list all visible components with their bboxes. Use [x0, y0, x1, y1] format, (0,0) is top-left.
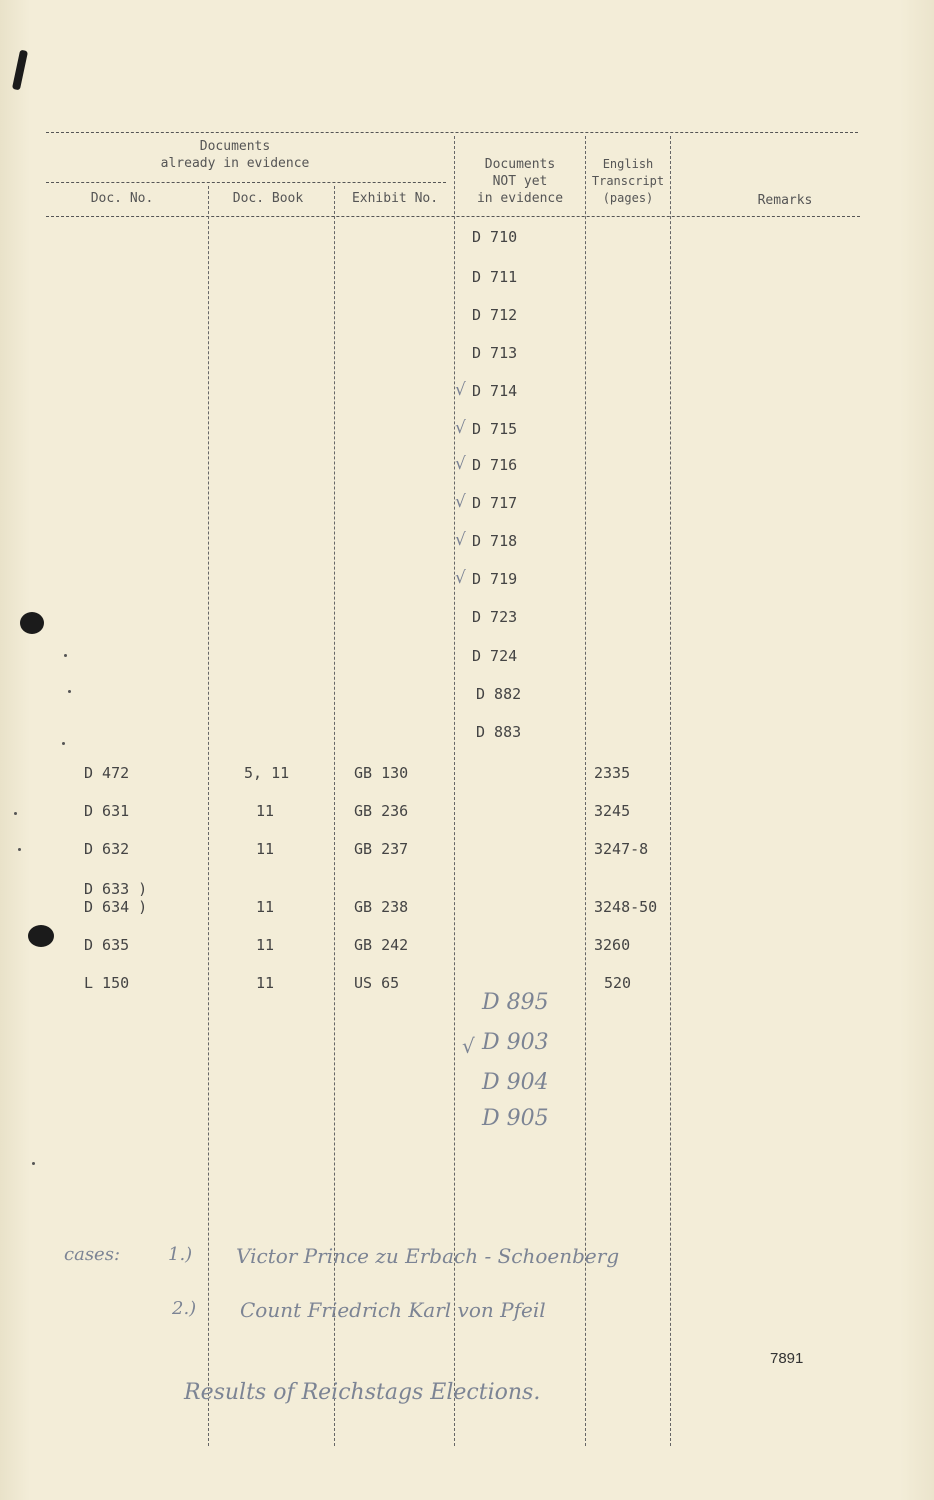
doc-book: 11	[256, 936, 275, 954]
check-mark: √	[455, 530, 466, 550]
speck	[64, 654, 67, 657]
check-mark: √	[455, 418, 466, 438]
header-exhibit-no: Exhibit No.	[351, 191, 439, 206]
header-remarks: Remarks	[757, 193, 813, 208]
exhibit-no: GB 242	[354, 936, 409, 954]
transcript-pages: 3247-8	[594, 840, 649, 858]
not-yet-doc: D 710	[472, 228, 518, 246]
handwritten-doc: D 904	[482, 1070, 549, 1095]
not-yet-doc: D 724	[472, 647, 518, 665]
not-yet-doc: D 711	[472, 268, 518, 286]
subheader-rule	[46, 182, 446, 183]
page-number: 7891	[770, 1350, 804, 1367]
ink-blot	[28, 925, 54, 947]
doc-no: D 631	[84, 802, 130, 820]
speck	[18, 848, 21, 851]
check-mark: √	[455, 568, 466, 588]
ink-mark	[12, 50, 28, 91]
note-3-text: Results of Reichstags Elections.	[184, 1380, 541, 1405]
not-yet-doc: D 883	[476, 723, 522, 741]
header-doc-book: Doc. Book	[232, 191, 304, 206]
not-yet-doc: D 882	[476, 685, 522, 703]
doc-book: 11	[256, 898, 275, 916]
column-divider	[208, 186, 209, 1446]
exhibit-no: GB 236	[354, 802, 409, 820]
doc-no: D 472	[84, 764, 130, 782]
speck	[68, 690, 71, 693]
note-1-text: Victor Prince zu Erbach - Schoenberg	[236, 1244, 620, 1268]
doc-book: 11	[256, 974, 275, 992]
header-doc-no: Doc. No.	[90, 191, 154, 206]
note-2-text: Count Friedrich Karl von Pfeil	[240, 1298, 546, 1322]
column-divider	[670, 136, 671, 1446]
not-yet-doc: D 723	[472, 608, 518, 626]
speck	[14, 812, 17, 815]
exhibit-no: US 65	[354, 974, 400, 992]
doc-no: D 635	[84, 936, 130, 954]
doc-no: D 633 ) D 634 )	[84, 880, 148, 916]
exhibit-no: GB 130	[354, 764, 409, 782]
check-mark: √	[462, 1034, 475, 1058]
header-bottom-rule	[46, 216, 860, 217]
header-not-yet-in-evidence: Documents NOT yet in evidence	[476, 157, 564, 206]
handwritten-doc: D 895	[482, 990, 549, 1015]
check-mark: √	[455, 380, 466, 400]
not-yet-doc: D 716	[472, 456, 518, 474]
note-2-number: 2.)	[172, 1298, 197, 1319]
doc-book: 5, 11	[244, 764, 290, 782]
top-rule	[46, 132, 858, 133]
handwritten-doc: D 903	[482, 1030, 549, 1055]
transcript-pages: 3248-50	[594, 898, 658, 916]
exhibit-no: GB 237	[354, 840, 409, 858]
note-1-number: 1.)	[168, 1244, 193, 1265]
not-yet-doc: D 715	[472, 420, 518, 438]
not-yet-doc: D 712	[472, 306, 518, 324]
doc-book: 11	[256, 802, 275, 820]
ink-blot	[20, 612, 44, 634]
doc-no: D 632	[84, 840, 130, 858]
not-yet-doc: D 719	[472, 570, 518, 588]
header-english-transcript: English Transcript (pages)	[591, 157, 665, 205]
transcript-pages: 3260	[594, 936, 631, 954]
not-yet-doc: D 717	[472, 494, 518, 512]
notes-label: cases:	[64, 1244, 121, 1265]
not-yet-doc: D 714	[472, 382, 518, 400]
check-mark: √	[455, 454, 466, 474]
check-mark: √	[455, 492, 466, 512]
header-already-in-evidence: Documents already in evidence	[160, 139, 310, 171]
not-yet-doc: D 713	[472, 344, 518, 362]
speck	[32, 1162, 35, 1165]
speck	[62, 742, 65, 745]
transcript-pages: 2335	[594, 764, 631, 782]
transcript-pages: 520	[604, 974, 632, 992]
doc-book: 11	[256, 840, 275, 858]
handwritten-doc: D 905	[482, 1106, 549, 1131]
exhibit-no: GB 238	[354, 898, 409, 916]
transcript-pages: 3245	[594, 802, 631, 820]
not-yet-doc: D 718	[472, 532, 518, 550]
doc-no: L 150	[84, 974, 130, 992]
